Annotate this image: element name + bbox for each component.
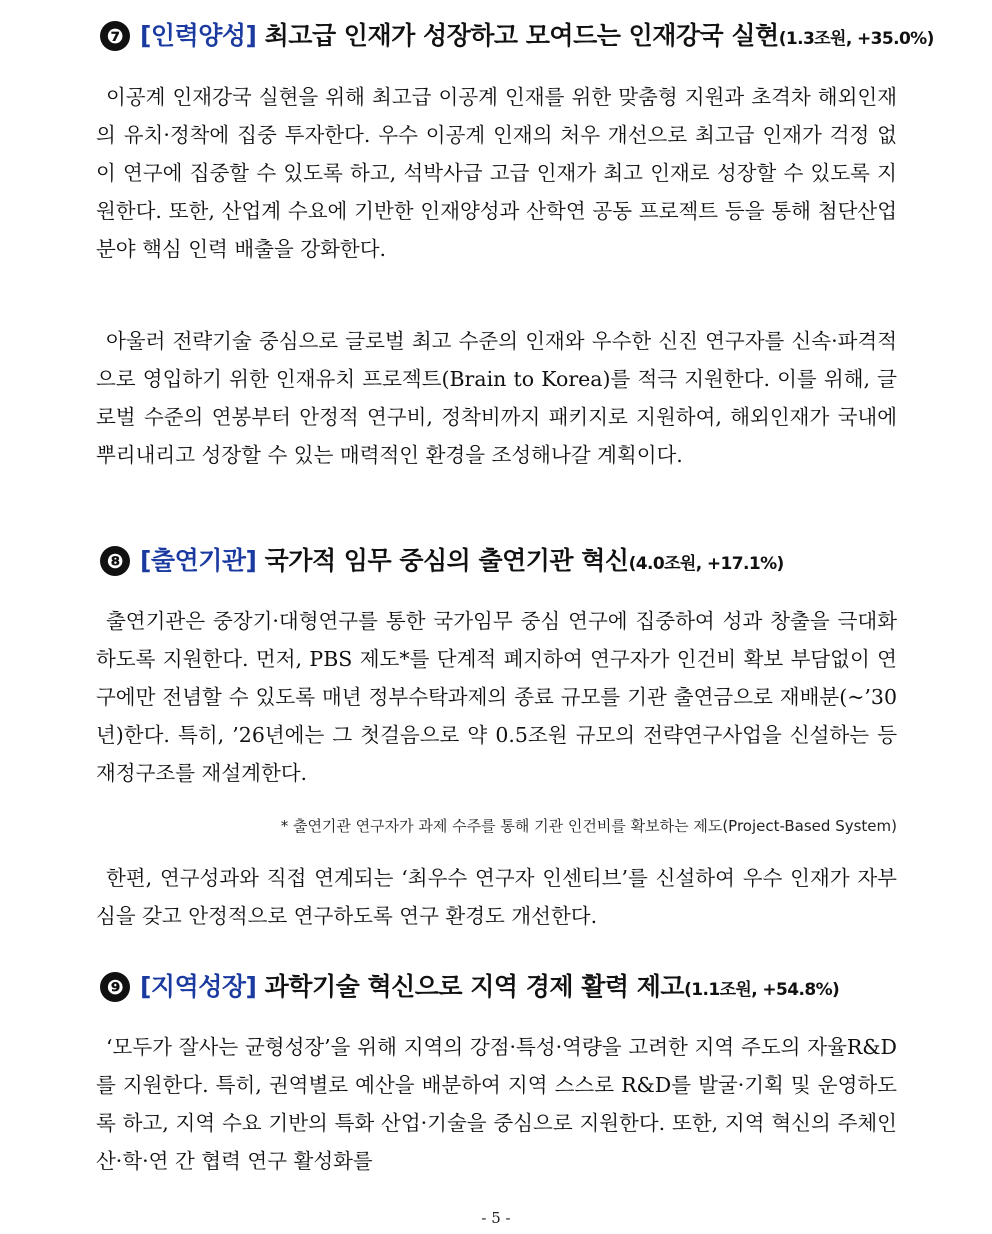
- number-badge-9: ❾: [100, 972, 130, 1002]
- section-8-title: 국가적 임무 중심의 출연기관 혁신: [256, 546, 629, 575]
- paragraph-text: 이공계 인재강국 실현을 위해 최고급 이공계 인재를 위한 맞춤형 지원과 초격차 해외인재의 유치·정착에 집중 투자한다. 우수 이공계 인재의 처우 개선으로 최고급 인재가 걱정 없이 연구에 집중할 수 있도록 하고, 석박사급 고급 인재가 최고 인재로 성장할 수 있도록 지원한다. 또한, 산업계 수요에 기반한 인재양성과 산학연 공동 프로젝트 등을 통해 첨단산업 분야 핵심 인력 배출을 강화한다.: [96, 85, 897, 261]
- section-9-paragraph-1: [96, 1028, 897, 1180]
- paragraph-text: 한편, 연구성과와 직접 연계되는 ‘최우수 연구자 인센티브’를 신설하여 우수 인재가 자부심을 갖고 안정적으로 연구하도록 연구 환경도 개선한다.: [96, 866, 897, 928]
- section-7-heading: [100, 16, 934, 52]
- section-8-heading: [100, 541, 902, 577]
- number-badge-8: ❽: [100, 546, 130, 576]
- section-9-budget: (1.1조원, +54.8%): [684, 980, 840, 1000]
- section-7-paragraph-1: [96, 78, 897, 268]
- number-badge-7: ❼: [100, 21, 130, 51]
- page-number: - 5 -: [481, 1209, 511, 1227]
- section-7-title: 최고급 인재가 성장하고 모여드는 인재강국 실현: [256, 21, 779, 50]
- footnote: * 출연기관 연구자가 과제 수주를 통해 기관 인건비를 확보하는 제도(Project-Based System): [280, 817, 897, 835]
- section-8-tag: [출연기관]: [140, 546, 257, 575]
- section-9-heading: [100, 967, 902, 1003]
- section-7-budget: (1.3조원, +35.0%): [778, 29, 934, 49]
- section-9-tag: [지역성장]: [140, 972, 257, 1001]
- paragraph-text: 출연기관은 중장기·대형연구를 통한 국가임무 중심 연구에 집중하여 성과 창출을 극대화하도록 지원한다. 먼저, PBS 제도*를 단계적 폐지하여 연구자가 인건비 확보 부담없이 연구에만 전념할 수 있도록 매년 정부수탁과제의 종료 규모를 기관 출연금으로 재배분(~’30년)한다. 특히, ’26년에는 그 첫걸음으로 약 0.5조원 규모의 전략연구사업을 신설하는 등 재정구조를 재설계한다.: [96, 609, 897, 785]
- section-9-title: 과학기술 혁신으로 지역 경제 활력 제고: [256, 972, 685, 1001]
- section-7-paragraph-2: [96, 322, 897, 474]
- section-8-paragraph-2: [96, 859, 897, 935]
- paragraph-text: ‘모두가 잘사는 균형성장’을 위해 지역의 강점·특성·역량을 고려한 지역 주도의 자율R&D를 지원한다. 특히, 권역별로 예산을 배분하여 지역 스스로 R&D를 발굴·기획 및 운영하도록 하고, 지역 수요 기반의 특화 산업·기술을 중심으로 지원한다. 또한, 지역 혁신의 주체인 산·학·연 간 협력 연구 활성화를: [96, 1035, 897, 1173]
- section-8-budget: (4.0조원, +17.1%): [628, 554, 784, 574]
- paragraph-text: 아울러 전략기술 중심으로 글로벌 최고 수준의 인재와 우수한 신진 연구자를 신속·파격적으로 영입하기 위한 인재유치 프로젝트(Brain to Korea)를 적극 지원한다. 이를 위해, 글로벌 수준의 연봉부터 안정적 연구비, 정착비까지 패키지로 지원하여, 해외인재가 국내에 뿌리내리고 성장할 수 있는 매력적인 환경을 조성해나갈 계획이다.: [96, 329, 897, 467]
- section-8-paragraph-1: [96, 602, 897, 792]
- section-7-tag: [인력양성]: [140, 21, 257, 50]
